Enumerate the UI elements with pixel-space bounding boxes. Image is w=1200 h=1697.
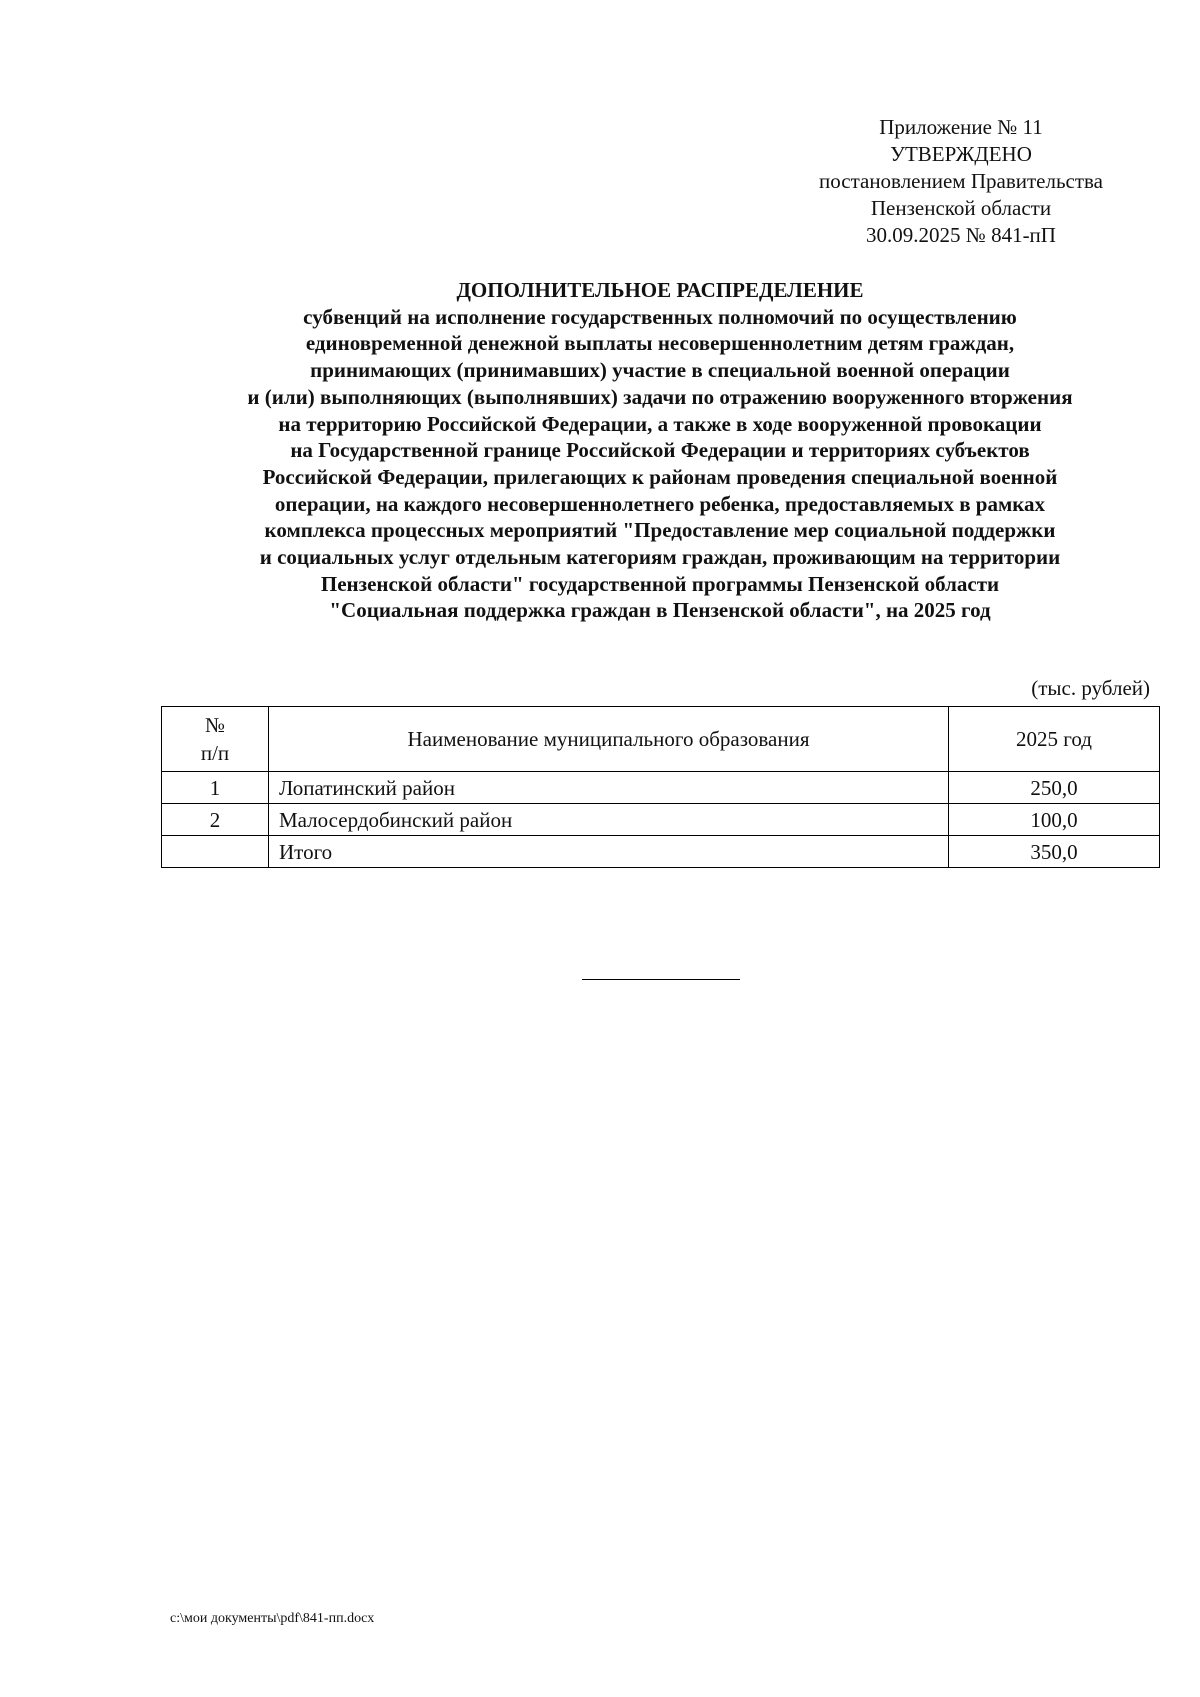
title-line: субвенций на исполнение государственных полномочий по осуществлению <box>303 304 1017 329</box>
title-line: Российской Федерации, прилегающих к районам проведения специальной военной <box>262 464 1058 489</box>
title-line: единовременной денежной выплаты несовершеннолетним детям граждан, <box>305 331 1015 356</box>
approved-label: УТВЕРЖДЕНО <box>890 142 1032 166</box>
distribution-table <box>161 706 1160 868</box>
row-number <box>162 836 269 868</box>
title-line: операции, на каждого несовершеннолетнего ребенка, предоставляемых в рамках <box>274 491 1046 516</box>
title-line: на территорию Российской Федерации, а также в ходе вооруженной провокации <box>278 411 1042 436</box>
title-line: принимающих (принимавших) участие в специальной военной операции <box>310 358 1010 383</box>
header-number-sign: № <box>204 713 226 737</box>
row-municipality: Малосердобинский район <box>269 804 949 836</box>
row-value: 100,0 <box>949 804 1160 836</box>
row-total-label: Итого <box>269 836 949 868</box>
header-number-abbr: п/п <box>200 741 230 765</box>
title-line: комплекса процессных мероприятий "Предоставление мер социальной поддержки <box>264 518 1056 543</box>
title-heading: ДОПОЛНИТЕЛЬНОЕ РАСПРЕДЕЛЕНИЕ <box>456 278 864 302</box>
title-line: на Государственной границе Российской Федерации и территориях субъектов <box>290 438 1030 463</box>
header-year: 2025 год <box>949 707 1160 772</box>
appendix-number: Приложение № 11 <box>879 115 1043 139</box>
table-row <box>162 804 1160 836</box>
decree-date-number: 30.09.2025 № 841-пП <box>866 223 1056 247</box>
title-line: "Социальная поддержка граждан в Пензенской области", на 2025 год <box>329 598 991 623</box>
title-line: Пензенской области" государственной программы Пензенской области <box>320 571 1000 596</box>
title-line: и (или) выполняющих (выполнявших) задачи по отражению вооруженного вторжения <box>247 384 1073 409</box>
units-label: (тыс. рублей) <box>1031 676 1150 700</box>
row-number: 1 <box>162 772 269 804</box>
header-number <box>162 707 269 772</box>
row-value: 250,0 <box>949 772 1160 804</box>
table-header-row <box>162 707 1160 772</box>
approved-by-line: постановлением Правительства <box>818 169 1103 193</box>
row-number: 2 <box>162 804 269 836</box>
title-line: и социальных услуг отдельным категориям граждан, проживающим на территории <box>259 545 1061 570</box>
row-total-value: 350,0 <box>949 836 1160 868</box>
table-total-row <box>162 836 1160 868</box>
approved-region-line: Пензенской области <box>870 196 1052 220</box>
row-municipality: Лопатинский район <box>269 772 949 804</box>
table-row <box>162 772 1160 804</box>
footer-file-path: c:\мои документы\pdf\841-пп.docx <box>170 1611 375 1626</box>
header-municipality: Наименование муниципального образования <box>269 707 949 772</box>
end-divider <box>582 979 740 980</box>
document-title <box>150 277 1170 624</box>
approval-block <box>796 114 1126 249</box>
